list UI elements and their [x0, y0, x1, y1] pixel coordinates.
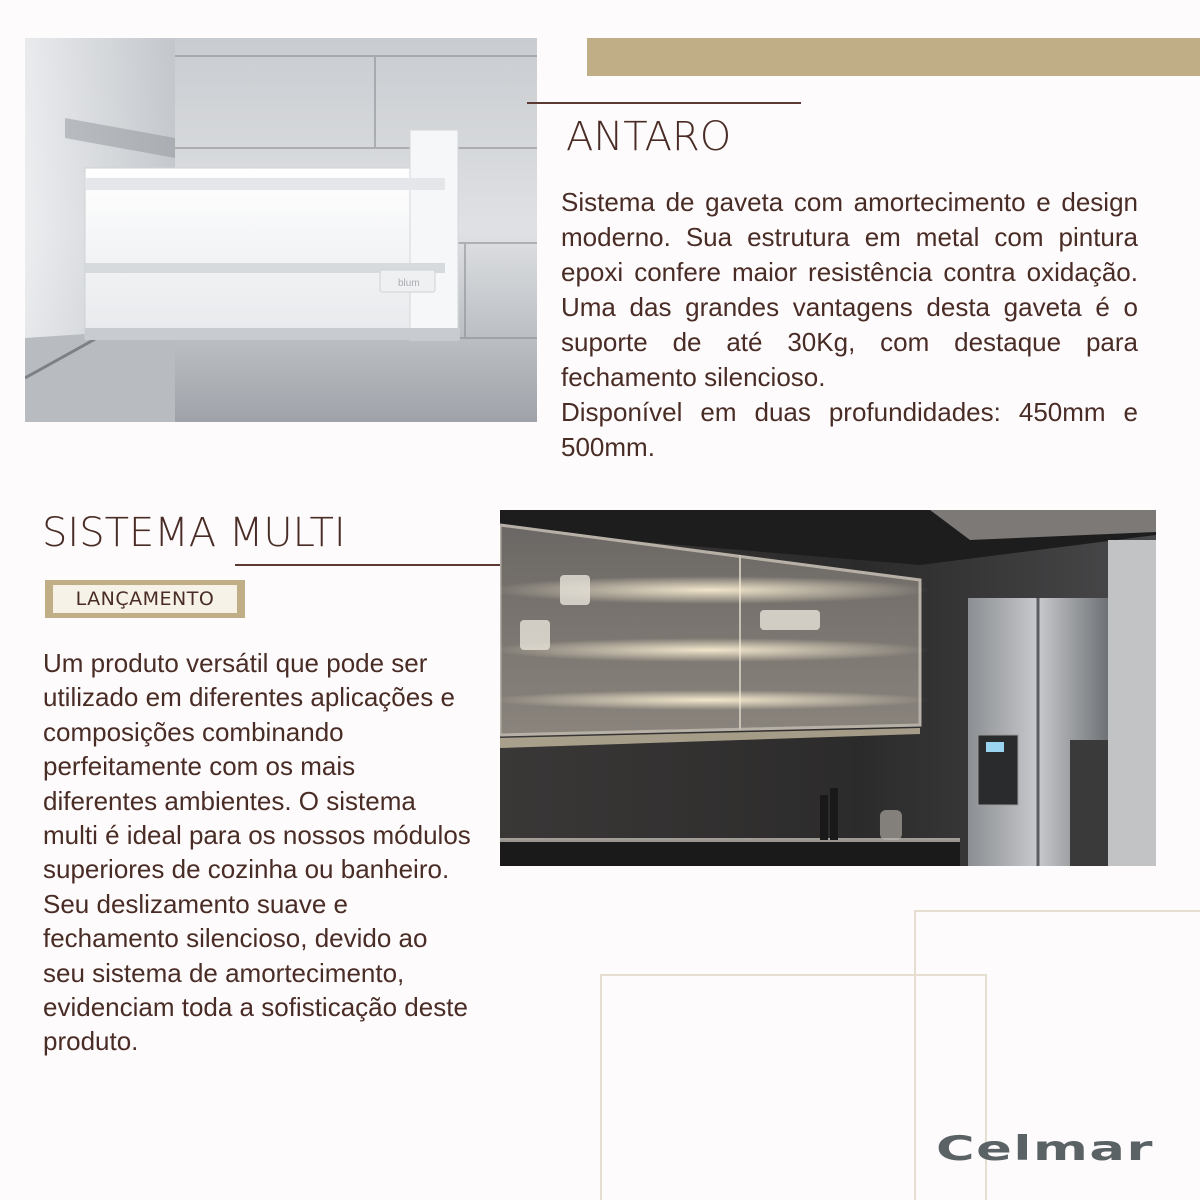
kitchen-photo — [500, 510, 1156, 866]
multi-title: SISTEMA MULTI — [42, 510, 346, 556]
multi-title-rule — [235, 564, 518, 566]
logo-wordmark: Celmar — [936, 1130, 1154, 1169]
blum-mark: blum — [398, 278, 420, 289]
drawer-product-photo — [25, 38, 537, 422]
celmar-logo — [936, 1130, 1156, 1170]
multi-description — [43, 646, 473, 1059]
antaro-paragraph-1: Sistema de gaveta com amortecimento e design moderno. Sua estrutura em metal com pintura epoxi confere maior resistência contra oxidação. Uma das grandes vantagens desta gaveta é o suporte de até 30Kg, com destaque para fechamento silencioso. — [561, 187, 1138, 392]
multi-paragraph: Um produto versátil que pode ser utilizado em diferentes aplicações e composições combinando perfeitamente com os mais diferentes ambientes. O sistema multi é ideal para os nossos módulos superiores de cozinha ou banheiro. Seu deslizamento suave e fechamento silencioso, devido ao seu sistema de amortecimento, evidenciam toda a sofisticação deste produto. — [43, 648, 471, 1057]
gold-accent-bar — [587, 38, 1200, 76]
decor-frame-small — [600, 974, 987, 1200]
launch-badge — [45, 580, 245, 618]
antaro-paragraph-2: Disponível em duas profundidades: 450mm e 500mm. — [561, 397, 1138, 462]
antaro-title: ANTARO — [566, 114, 732, 160]
antaro-title-rule — [527, 102, 801, 104]
launch-badge-label: LANÇAMENTO — [75, 588, 215, 610]
antaro-description — [561, 185, 1138, 465]
